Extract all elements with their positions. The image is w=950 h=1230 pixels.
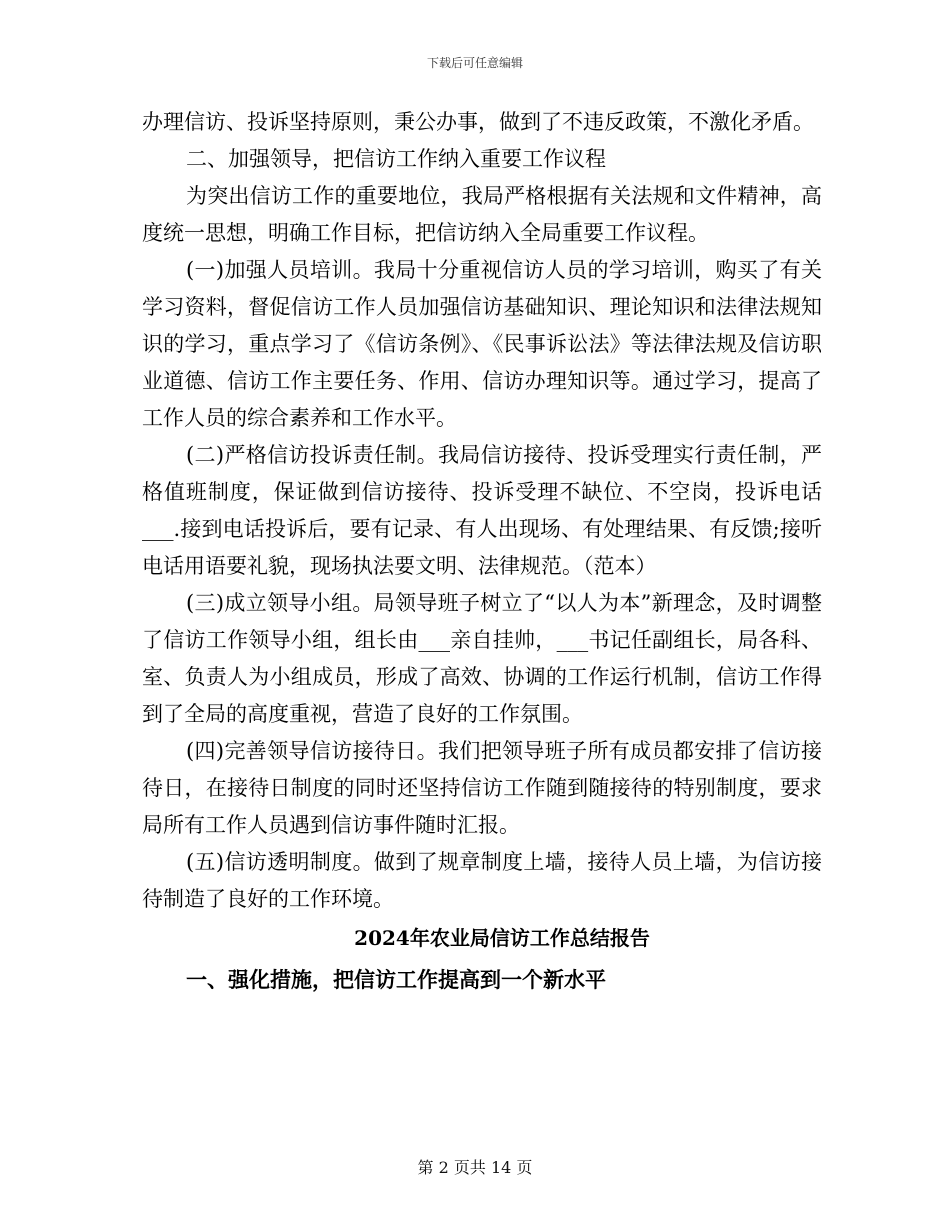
paragraph-continuation: 办理信访、投诉坚持原则，秉公办事，做到了不违反政策，不激化矛盾。 xyxy=(142,110,814,134)
paragraph-item-1: (一)加强人员培训。我局十分重视信访人员的学习培训，购买了有关学习资料，督促信访工作人员加强信访基础知识、理论知识和法律法规知识的学习，重点学习了《信访条例》、《民事诉讼法》等法律法规及信访职业道德、信访工作主要任务、作用、信访办理知识等。通过学习，提高了工作人员的综合素养和工作水平。 xyxy=(142,258,822,430)
paragraph-item-5: (五)信访透明制度。做到了规章制度上墙，接待人员上墙，为信访接待制造了良好的工作环境。 xyxy=(142,850,822,911)
section-heading-two: 二、加强领导，把信访工作纳入重要工作议程 xyxy=(186,147,606,171)
document-body xyxy=(142,104,822,1002)
page-header-note: 下载后可任意编辑 xyxy=(426,56,523,70)
page-number: 第 2 页共 14 页 xyxy=(417,1158,533,1177)
section-heading-one: 一、强化措施，把信访工作提高到一个新水平 xyxy=(186,967,606,992)
report-title: 2024年农业局信访工作总结报告 xyxy=(354,926,650,950)
paragraph-item-3: (三)成立领导小组。局领导班子树立了“以人为本”新理念，及时调整了信访工作领导小组，组长由___亲自挂帅，___书记任副组长，局各科、室、负责人为小组成员，形成了高效、协调的工作运行机制，信访工作得到了全局的高度重视，营造了良好的工作氛围。 xyxy=(142,591,822,726)
paragraph-item-4: (四)完善领导信访接待日。我们把领导班子所有成员都安排了信访接待日，在接待日制度的同时还坚持信访工作随到随接待的特别制度，要求局所有工作人员遇到信访事件随时汇报。 xyxy=(142,739,822,837)
paragraph-intro: 为突出信访工作的重要地位，我局严格根据有关法规和文件精神，高度统一思想，明确工作目标，把信访纳入全局重要工作议程。 xyxy=(142,184,822,245)
paragraph-item-2: (二)严格信访投诉责任制。我局信访接待、投诉受理实行责任制，严格值班制度，保证做到信访接待、投诉受理不缺位、不空岗，投诉电话___.接到电话投诉后，要有记录、有人出现场、有处理结果、有反馈;接听电话用语要礼貌，现场执法要文明、法律规范。（范本） xyxy=(142,443,822,578)
